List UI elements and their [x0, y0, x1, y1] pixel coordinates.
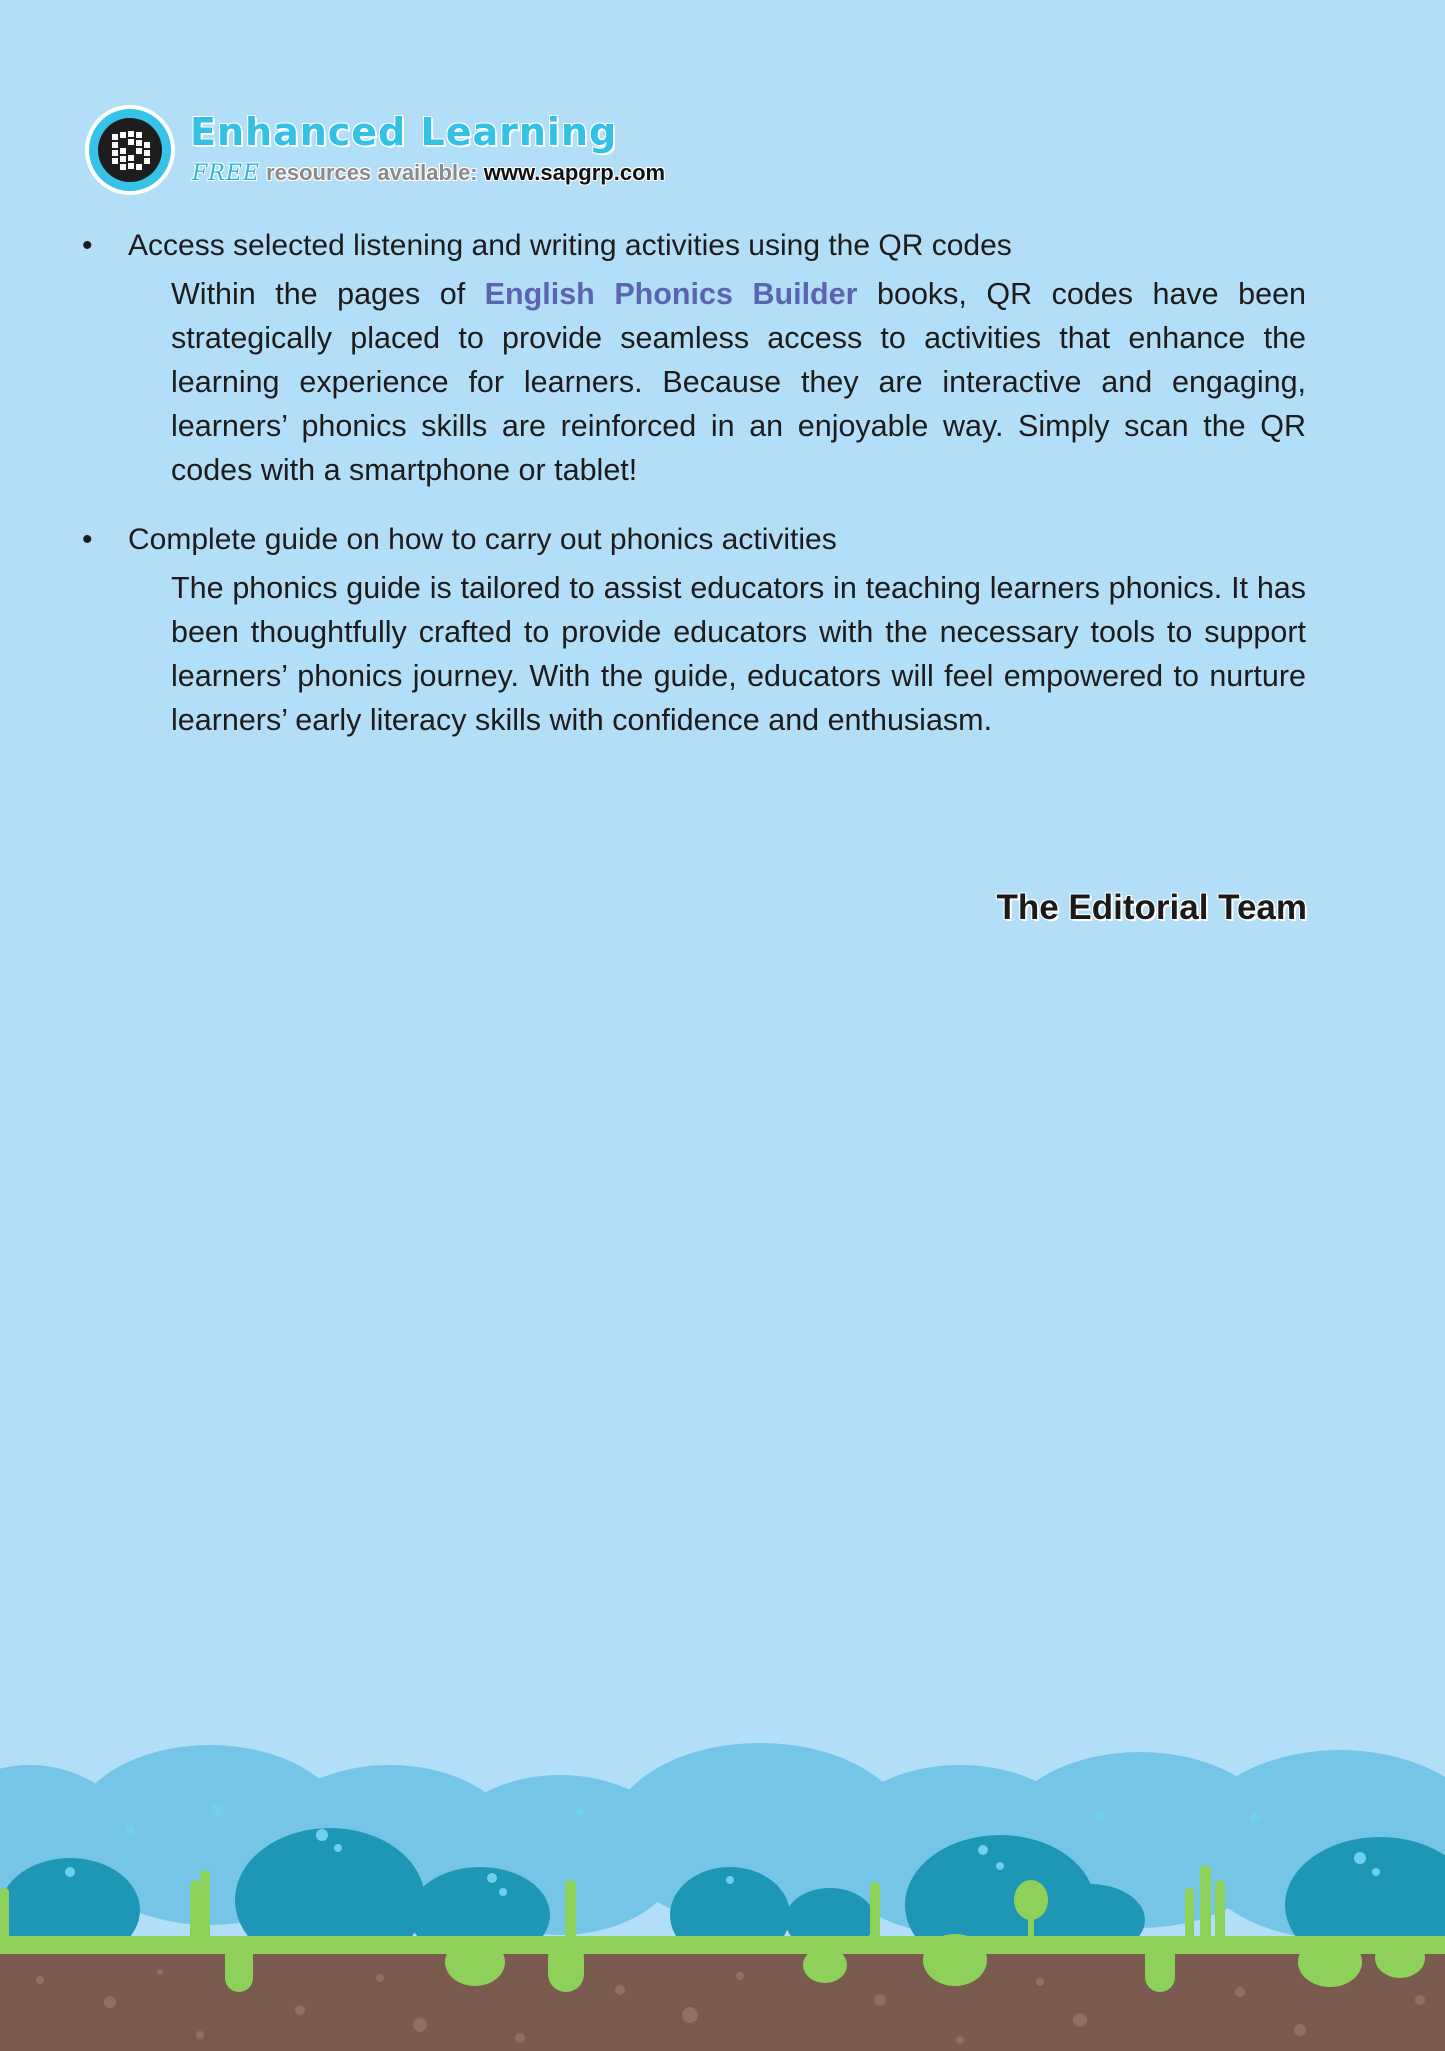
- website-url: www.sapgrp.com: [483, 160, 666, 185]
- bullet-paragraph: The phonics guide is tailored to assist educators in teaching learners phonics. It has been thoughtfully crafted to provide educators with the necessary tools to support learners’ phonics journey. With the guide, educators will feel empowered to nurture learners’ early literacy skills with confidence and enthusiasm.: [171, 571, 1306, 737]
- list-item: [80, 518, 1306, 742]
- paragraph-text: Within the pages of: [171, 277, 485, 311]
- bullet-title: Complete guide on how to carry out phonics activities: [128, 523, 837, 556]
- bullet-paragraph: [171, 272, 1306, 492]
- resources-label: resources available:: [259, 160, 484, 185]
- brand-title: Enhanced Learning: [190, 110, 618, 154]
- list-item: [80, 224, 1306, 492]
- free-label: FREE: [192, 161, 260, 186]
- brand-subtitle: [192, 160, 665, 186]
- paragraph-text: books, QR codes have been strategically placed to provide seamless access to activities that enhance the learning experience for learners. Because they are interactive and engaging, learners’ phonics skills are reinforced in an enjoyable way. Simply scan the QR codes with a smartphone or tablet!: [171, 277, 1306, 487]
- bullet-dot: •: [82, 523, 93, 556]
- book-title-emphasis: English Phonics Builder: [484, 277, 858, 311]
- feature-list: [80, 224, 1306, 768]
- signature: The Editorial Team: [996, 888, 1307, 927]
- bullet-dot: •: [82, 229, 93, 262]
- landscape-illustration: [0, 1740, 1445, 2051]
- grid-book-icon: [84, 104, 176, 196]
- enhanced-learning-banner: [84, 104, 704, 200]
- bullet-title: Access selected listening and writing activities using the QR codes: [128, 229, 1012, 262]
